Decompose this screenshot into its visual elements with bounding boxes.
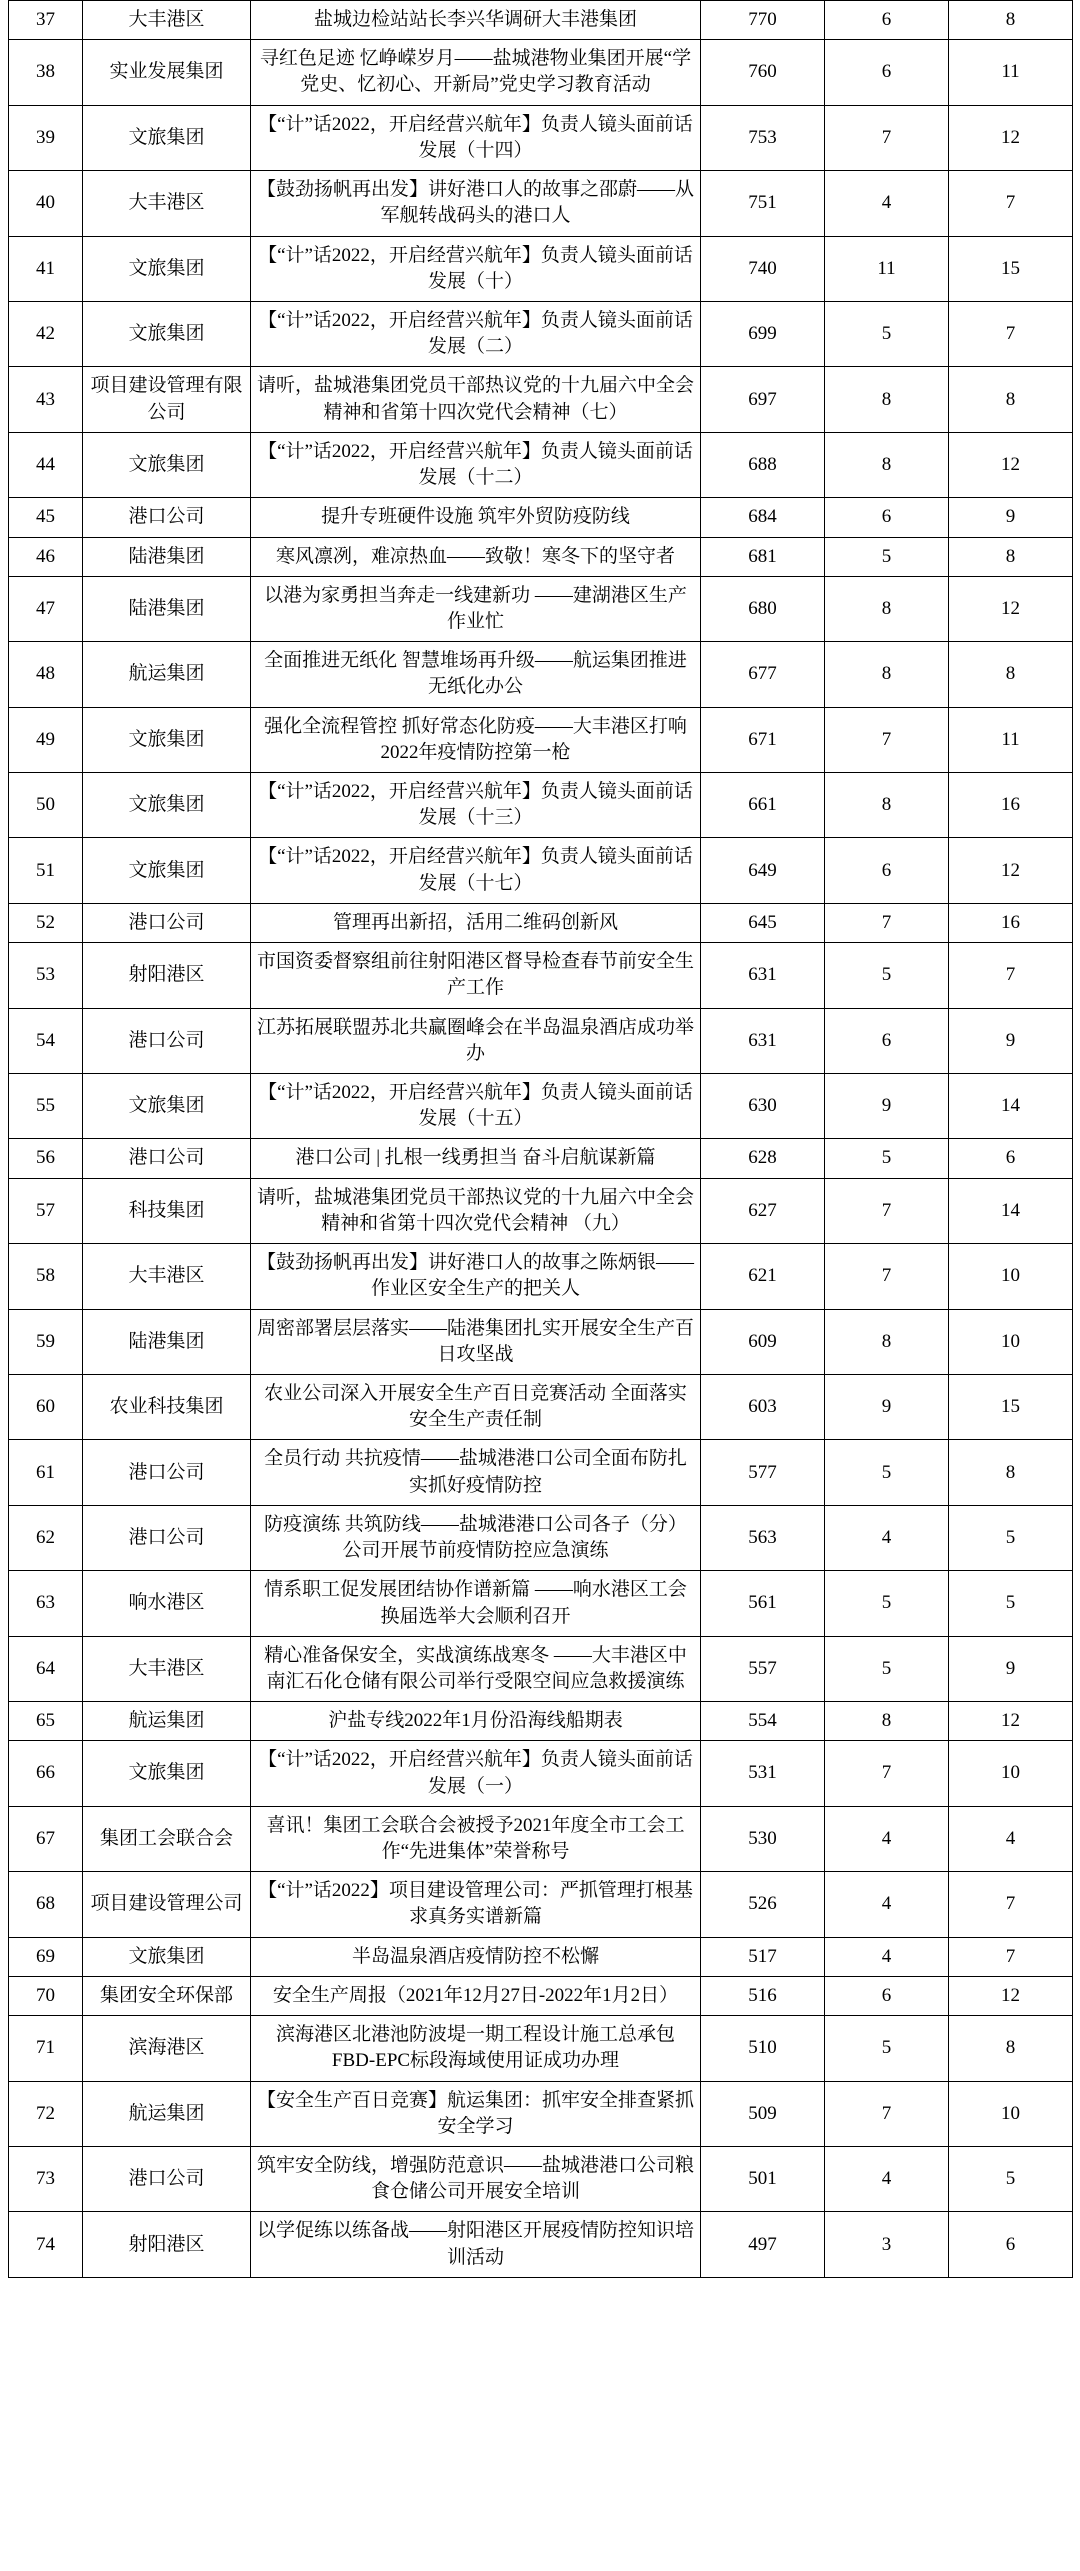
- row-likes-cell: 5: [825, 301, 949, 366]
- row-title-cell: 【“计”话2022，开启经营兴航年】负责人镜头面前话发展（十二）: [251, 432, 701, 497]
- row-title-cell: 请听，盐城港集团党员干部热议党的十九届六中全会精神和省第十四次党代会精神 （九）: [251, 1178, 701, 1243]
- row-unit-cell: 陆港集团: [83, 1309, 251, 1374]
- row-views-cell: 7: [949, 943, 1073, 1008]
- table-row: [9, 2016, 1073, 2081]
- row-views-cell: 10: [949, 1244, 1073, 1309]
- row-views-cell: 5: [949, 1505, 1073, 1570]
- table-row: [9, 903, 1073, 942]
- row-title-cell: 周密部署层层落实——陆港集团扎实开展安全生产百日攻坚战: [251, 1309, 701, 1374]
- row-views-cell: 16: [949, 773, 1073, 838]
- row-unit-cell: 港口公司: [83, 498, 251, 537]
- row-views-cell: 8: [949, 2016, 1073, 2081]
- row-title-cell: 全员行动 共抗疫情——盐城港港口公司全面布防扎实抓好疫情防控: [251, 1440, 701, 1505]
- row-reads-cell: 751: [701, 171, 825, 236]
- table-row: [9, 1702, 1073, 1741]
- row-reads-cell: 563: [701, 1505, 825, 1570]
- row-unit-cell: 大丰港区: [83, 1, 251, 40]
- row-unit-cell: 文旅集团: [83, 1074, 251, 1139]
- row-reads-cell: 627: [701, 1178, 825, 1243]
- row-reads-cell: 671: [701, 707, 825, 772]
- row-title-cell: 【“计”话2022】项目建设管理公司：严抓管理打根基 求真务实谱新篇: [251, 1872, 701, 1937]
- row-likes-cell: 7: [825, 2081, 949, 2146]
- row-index-cell: 72: [9, 2081, 83, 2146]
- row-unit-cell: 港口公司: [83, 903, 251, 942]
- row-reads-cell: 681: [701, 537, 825, 576]
- row-likes-cell: 6: [825, 1, 949, 40]
- row-views-cell: 9: [949, 1636, 1073, 1701]
- row-index-cell: 58: [9, 1244, 83, 1309]
- row-index-cell: 56: [9, 1139, 83, 1178]
- row-unit-cell: 射阳港区: [83, 943, 251, 1008]
- row-title-cell: 【“计”话2022，开启经营兴航年】负责人镜头面前话发展（十四）: [251, 105, 701, 170]
- row-unit-cell: 文旅集团: [83, 236, 251, 301]
- row-title-cell: 以港为家勇担当奔走一线建新功 ——建湖港区生产作业忙: [251, 576, 701, 641]
- row-likes-cell: 7: [825, 1244, 949, 1309]
- row-reads-cell: 609: [701, 1309, 825, 1374]
- row-unit-cell: 大丰港区: [83, 171, 251, 236]
- row-views-cell: 10: [949, 2081, 1073, 2146]
- row-views-cell: 4: [949, 1806, 1073, 1871]
- row-unit-cell: 港口公司: [83, 1008, 251, 1073]
- row-likes-cell: 5: [825, 1440, 949, 1505]
- table-row: [9, 1741, 1073, 1806]
- row-views-cell: 10: [949, 1309, 1073, 1374]
- row-title-cell: 【“计”话2022，开启经营兴航年】负责人镜头面前话发展（十七）: [251, 838, 701, 903]
- row-reads-cell: 645: [701, 903, 825, 942]
- table-row: [9, 1505, 1073, 1570]
- row-index-cell: 69: [9, 1937, 83, 1976]
- row-likes-cell: 7: [825, 1741, 949, 1806]
- row-reads-cell: 661: [701, 773, 825, 838]
- row-unit-cell: 滨海港区: [83, 2016, 251, 2081]
- row-index-cell: 59: [9, 1309, 83, 1374]
- row-views-cell: 9: [949, 498, 1073, 537]
- row-reads-cell: 497: [701, 2212, 825, 2277]
- row-unit-cell: 农业科技集团: [83, 1374, 251, 1439]
- row-views-cell: 7: [949, 301, 1073, 366]
- table-row: [9, 2212, 1073, 2277]
- row-views-cell: 15: [949, 1374, 1073, 1439]
- row-likes-cell: 9: [825, 1374, 949, 1439]
- row-unit-cell: 射阳港区: [83, 2212, 251, 2277]
- row-title-cell: 市国资委督察组前往射阳港区督导检查春节前安全生产工作: [251, 943, 701, 1008]
- row-reads-cell: 603: [701, 1374, 825, 1439]
- row-views-cell: 11: [949, 707, 1073, 772]
- table-row: [9, 576, 1073, 641]
- row-unit-cell: 航运集团: [83, 642, 251, 707]
- row-index-cell: 73: [9, 2147, 83, 2212]
- row-likes-cell: 7: [825, 105, 949, 170]
- row-unit-cell: 项目建设管理公司: [83, 1872, 251, 1937]
- row-likes-cell: 5: [825, 537, 949, 576]
- row-title-cell: 港口公司 | 扎根一线勇担当 奋斗启航谋新篇: [251, 1139, 701, 1178]
- row-reads-cell: 557: [701, 1636, 825, 1701]
- row-likes-cell: 4: [825, 2147, 949, 2212]
- row-unit-cell: 响水港区: [83, 1571, 251, 1636]
- row-views-cell: 12: [949, 432, 1073, 497]
- table-row: [9, 642, 1073, 707]
- row-reads-cell: 501: [701, 2147, 825, 2212]
- row-title-cell: 管理再出新招，活用二维码创新风: [251, 903, 701, 942]
- row-index-cell: 41: [9, 236, 83, 301]
- row-views-cell: 6: [949, 2212, 1073, 2277]
- statistics-table: [8, 0, 1073, 2278]
- row-reads-cell: 684: [701, 498, 825, 537]
- row-likes-cell: 8: [825, 1702, 949, 1741]
- row-title-cell: 寒风凛冽，难凉热血——致敬！寒冬下的坚守者: [251, 537, 701, 576]
- row-views-cell: 5: [949, 2147, 1073, 2212]
- row-index-cell: 63: [9, 1571, 83, 1636]
- row-reads-cell: 628: [701, 1139, 825, 1178]
- row-views-cell: 12: [949, 1976, 1073, 2015]
- table-row: [9, 432, 1073, 497]
- table-row: [9, 838, 1073, 903]
- row-views-cell: 12: [949, 838, 1073, 903]
- row-likes-cell: 4: [825, 1872, 949, 1937]
- table-row: [9, 1178, 1073, 1243]
- row-title-cell: 强化全流程管控 抓好常态化防疫——大丰港区打响2022年疫情防控第一枪: [251, 707, 701, 772]
- row-unit-cell: 航运集团: [83, 2081, 251, 2146]
- row-views-cell: 16: [949, 903, 1073, 942]
- table-row: [9, 367, 1073, 432]
- table-row: [9, 1976, 1073, 2015]
- row-reads-cell: 760: [701, 40, 825, 105]
- table-row: [9, 171, 1073, 236]
- row-likes-cell: 8: [825, 773, 949, 838]
- row-likes-cell: 7: [825, 1178, 949, 1243]
- row-index-cell: 67: [9, 1806, 83, 1871]
- table-row: [9, 1244, 1073, 1309]
- row-reads-cell: 509: [701, 2081, 825, 2146]
- row-index-cell: 39: [9, 105, 83, 170]
- row-reads-cell: 577: [701, 1440, 825, 1505]
- row-unit-cell: 集团工会联合会: [83, 1806, 251, 1871]
- row-likes-cell: 4: [825, 1806, 949, 1871]
- row-reads-cell: 531: [701, 1741, 825, 1806]
- row-unit-cell: 大丰港区: [83, 1636, 251, 1701]
- row-views-cell: 10: [949, 1741, 1073, 1806]
- row-reads-cell: 530: [701, 1806, 825, 1871]
- row-index-cell: 68: [9, 1872, 83, 1937]
- row-title-cell: 寻红色足迹 忆峥嵘岁月——盐城港物业集团开展“学党史、忆初心、开新局”党史学习教育活动: [251, 40, 701, 105]
- row-title-cell: 【“计”话2022，开启经营兴航年】负责人镜头面前话发展（十）: [251, 236, 701, 301]
- row-title-cell: 盐城边检站站长李兴华调研大丰港集团: [251, 1, 701, 40]
- row-reads-cell: 680: [701, 576, 825, 641]
- row-index-cell: 48: [9, 642, 83, 707]
- row-views-cell: 12: [949, 105, 1073, 170]
- row-reads-cell: 753: [701, 105, 825, 170]
- row-likes-cell: 6: [825, 1976, 949, 2015]
- row-likes-cell: 5: [825, 1571, 949, 1636]
- table-row: [9, 1008, 1073, 1073]
- table-row: [9, 1309, 1073, 1374]
- row-unit-cell: 文旅集团: [83, 301, 251, 366]
- row-likes-cell: 8: [825, 367, 949, 432]
- row-index-cell: 64: [9, 1636, 83, 1701]
- row-reads-cell: 561: [701, 1571, 825, 1636]
- row-unit-cell: 港口公司: [83, 1505, 251, 1570]
- table-row: [9, 2147, 1073, 2212]
- row-likes-cell: 3: [825, 2212, 949, 2277]
- row-reads-cell: 554: [701, 1702, 825, 1741]
- row-reads-cell: 516: [701, 1976, 825, 2015]
- row-unit-cell: 陆港集团: [83, 537, 251, 576]
- row-views-cell: 15: [949, 236, 1073, 301]
- row-unit-cell: 大丰港区: [83, 1244, 251, 1309]
- row-unit-cell: 港口公司: [83, 1440, 251, 1505]
- row-index-cell: 57: [9, 1178, 83, 1243]
- row-likes-cell: 5: [825, 1636, 949, 1701]
- row-index-cell: 74: [9, 2212, 83, 2277]
- row-index-cell: 51: [9, 838, 83, 903]
- row-views-cell: 12: [949, 1702, 1073, 1741]
- row-title-cell: 喜讯！集团工会联合会被授予2021年度全市工会工作“先进集体”荣誉称号: [251, 1806, 701, 1871]
- row-views-cell: 9: [949, 1008, 1073, 1073]
- row-title-cell: 筑牢安全防线，增强防范意识——盐城港港口公司粮食仓储公司开展安全培训: [251, 2147, 701, 2212]
- row-reads-cell: 526: [701, 1872, 825, 1937]
- row-likes-cell: 9: [825, 1074, 949, 1139]
- row-index-cell: 70: [9, 1976, 83, 2015]
- row-unit-cell: 文旅集团: [83, 1741, 251, 1806]
- row-title-cell: 精心准备保安全，实战演练战寒冬 ——大丰港区中南汇石化仓储有限公司举行受限空间应急救援演练: [251, 1636, 701, 1701]
- row-likes-cell: 6: [825, 838, 949, 903]
- row-reads-cell: 631: [701, 943, 825, 1008]
- row-title-cell: 沪盐专线2022年1月份沿海线船期表: [251, 1702, 701, 1741]
- row-unit-cell: 港口公司: [83, 1139, 251, 1178]
- row-unit-cell: 文旅集团: [83, 707, 251, 772]
- row-reads-cell: 688: [701, 432, 825, 497]
- row-likes-cell: 7: [825, 707, 949, 772]
- row-title-cell: 滨海港区北港池防波堤一期工程设计施工总承包FBD-EPC标段海域使用证成功办理: [251, 2016, 701, 2081]
- row-views-cell: 7: [949, 171, 1073, 236]
- row-reads-cell: 677: [701, 642, 825, 707]
- row-likes-cell: 4: [825, 171, 949, 236]
- row-views-cell: 8: [949, 642, 1073, 707]
- row-reads-cell: 621: [701, 1244, 825, 1309]
- row-reads-cell: 649: [701, 838, 825, 903]
- row-title-cell: 【“计”话2022，开启经营兴航年】负责人镜头面前话发展（二）: [251, 301, 701, 366]
- row-title-cell: 【鼓劲扬帆再出发】讲好港口人的故事之邵蔚——从军舰转战码头的港口人: [251, 171, 701, 236]
- row-reads-cell: 631: [701, 1008, 825, 1073]
- row-index-cell: 62: [9, 1505, 83, 1570]
- row-reads-cell: 630: [701, 1074, 825, 1139]
- row-index-cell: 46: [9, 537, 83, 576]
- table-row: [9, 40, 1073, 105]
- row-index-cell: 37: [9, 1, 83, 40]
- row-index-cell: 52: [9, 903, 83, 942]
- row-reads-cell: 699: [701, 301, 825, 366]
- row-reads-cell: 740: [701, 236, 825, 301]
- row-unit-cell: 文旅集团: [83, 773, 251, 838]
- table-row: [9, 1374, 1073, 1439]
- row-likes-cell: 7: [825, 903, 949, 942]
- row-views-cell: 12: [949, 576, 1073, 641]
- row-likes-cell: 4: [825, 1937, 949, 1976]
- row-likes-cell: 5: [825, 943, 949, 1008]
- row-likes-cell: 8: [825, 1309, 949, 1374]
- row-unit-cell: 实业发展集团: [83, 40, 251, 105]
- row-unit-cell: 文旅集团: [83, 838, 251, 903]
- row-reads-cell: 770: [701, 1, 825, 40]
- row-views-cell: 6: [949, 1139, 1073, 1178]
- table-row: [9, 301, 1073, 366]
- row-reads-cell: 517: [701, 1937, 825, 1976]
- row-title-cell: 农业公司深入开展安全生产百日竞赛活动 全面落实安全生产责任制: [251, 1374, 701, 1439]
- row-index-cell: 53: [9, 943, 83, 1008]
- row-likes-cell: 5: [825, 1139, 949, 1178]
- row-unit-cell: 港口公司: [83, 2147, 251, 2212]
- row-likes-cell: 4: [825, 1505, 949, 1570]
- row-index-cell: 61: [9, 1440, 83, 1505]
- row-reads-cell: 510: [701, 2016, 825, 2081]
- table-row: [9, 1571, 1073, 1636]
- row-title-cell: 【“计”话2022，开启经营兴航年】负责人镜头面前话发展（十三）: [251, 773, 701, 838]
- row-index-cell: 44: [9, 432, 83, 497]
- row-title-cell: 【“计”话2022，开启经营兴航年】负责人镜头面前话发展（十五）: [251, 1074, 701, 1139]
- table-row: [9, 105, 1073, 170]
- row-title-cell: 【“计”话2022，开启经营兴航年】负责人镜头面前话发展（一）: [251, 1741, 701, 1806]
- row-views-cell: 8: [949, 367, 1073, 432]
- table-row: [9, 1937, 1073, 1976]
- row-title-cell: 【鼓劲扬帆再出发】讲好港口人的故事之陈炳银——作业区安全生产的把关人: [251, 1244, 701, 1309]
- row-unit-cell: 航运集团: [83, 1702, 251, 1741]
- row-likes-cell: 8: [825, 642, 949, 707]
- row-index-cell: 40: [9, 171, 83, 236]
- row-views-cell: 5: [949, 1571, 1073, 1636]
- row-unit-cell: 科技集团: [83, 1178, 251, 1243]
- row-views-cell: 8: [949, 537, 1073, 576]
- row-index-cell: 38: [9, 40, 83, 105]
- row-likes-cell: 11: [825, 236, 949, 301]
- table-row: [9, 2081, 1073, 2146]
- row-title-cell: 全面推进无纸化 智慧堆场再升级——航运集团推进无纸化办公: [251, 642, 701, 707]
- row-title-cell: 提升专班硬件设施 筑牢外贸防疫防线: [251, 498, 701, 537]
- row-index-cell: 47: [9, 576, 83, 641]
- row-title-cell: 江苏拓展联盟苏北共赢圈峰会在半岛温泉酒店成功举办: [251, 1008, 701, 1073]
- row-title-cell: 以学促练以练备战——射阳港区开展疫情防控知识培训活动: [251, 2212, 701, 2277]
- row-views-cell: 7: [949, 1937, 1073, 1976]
- row-unit-cell: 文旅集团: [83, 105, 251, 170]
- row-likes-cell: 6: [825, 1008, 949, 1073]
- table-row: [9, 1139, 1073, 1178]
- table-row: [9, 943, 1073, 1008]
- table-row: [9, 1636, 1073, 1701]
- table-row: [9, 707, 1073, 772]
- row-views-cell: 7: [949, 1872, 1073, 1937]
- row-index-cell: 50: [9, 773, 83, 838]
- row-index-cell: 60: [9, 1374, 83, 1439]
- row-index-cell: 65: [9, 1702, 83, 1741]
- table-row: [9, 498, 1073, 537]
- row-index-cell: 42: [9, 301, 83, 366]
- row-title-cell: 【安全生产百日竞赛】航运集团：抓牢安全排查紧抓安全学习: [251, 2081, 701, 2146]
- row-index-cell: 71: [9, 2016, 83, 2081]
- row-likes-cell: 6: [825, 498, 949, 537]
- table-row: [9, 236, 1073, 301]
- row-views-cell: 14: [949, 1178, 1073, 1243]
- row-index-cell: 54: [9, 1008, 83, 1073]
- table-row: [9, 773, 1073, 838]
- row-views-cell: 8: [949, 1440, 1073, 1505]
- row-unit-cell: 项目建设管理有限公司: [83, 367, 251, 432]
- row-title-cell: 安全生产周报（2021年12月27日-2022年1月2日）: [251, 1976, 701, 2015]
- table-row: [9, 1, 1073, 40]
- row-views-cell: 8: [949, 1, 1073, 40]
- row-title-cell: 防疫演练 共筑防线——盐城港港口公司各子（分）公司开展节前疫情防控应急演练: [251, 1505, 701, 1570]
- row-index-cell: 55: [9, 1074, 83, 1139]
- row-reads-cell: 697: [701, 367, 825, 432]
- row-likes-cell: 8: [825, 576, 949, 641]
- table-row: [9, 1440, 1073, 1505]
- row-index-cell: 49: [9, 707, 83, 772]
- row-views-cell: 14: [949, 1074, 1073, 1139]
- row-views-cell: 11: [949, 40, 1073, 105]
- row-likes-cell: 5: [825, 2016, 949, 2081]
- row-title-cell: 半岛温泉酒店疫情防控不松懈: [251, 1937, 701, 1976]
- table-row: [9, 1806, 1073, 1871]
- row-unit-cell: 集团安全环保部: [83, 1976, 251, 2015]
- table-row: [9, 537, 1073, 576]
- row-likes-cell: 6: [825, 40, 949, 105]
- row-unit-cell: 文旅集团: [83, 1937, 251, 1976]
- row-likes-cell: 8: [825, 432, 949, 497]
- table-body: [9, 1, 1073, 2278]
- table-row: [9, 1872, 1073, 1937]
- row-index-cell: 66: [9, 1741, 83, 1806]
- table-row: [9, 1074, 1073, 1139]
- row-unit-cell: 陆港集团: [83, 576, 251, 641]
- row-title-cell: 请听，盐城港集团党员干部热议党的十九届六中全会精神和省第十四次党代会精神（七）: [251, 367, 701, 432]
- row-index-cell: 45: [9, 498, 83, 537]
- row-unit-cell: 文旅集团: [83, 432, 251, 497]
- row-index-cell: 43: [9, 367, 83, 432]
- row-title-cell: 情系职工促发展团结协作谱新篇 ——响水港区工会换届选举大会顺利召开: [251, 1571, 701, 1636]
